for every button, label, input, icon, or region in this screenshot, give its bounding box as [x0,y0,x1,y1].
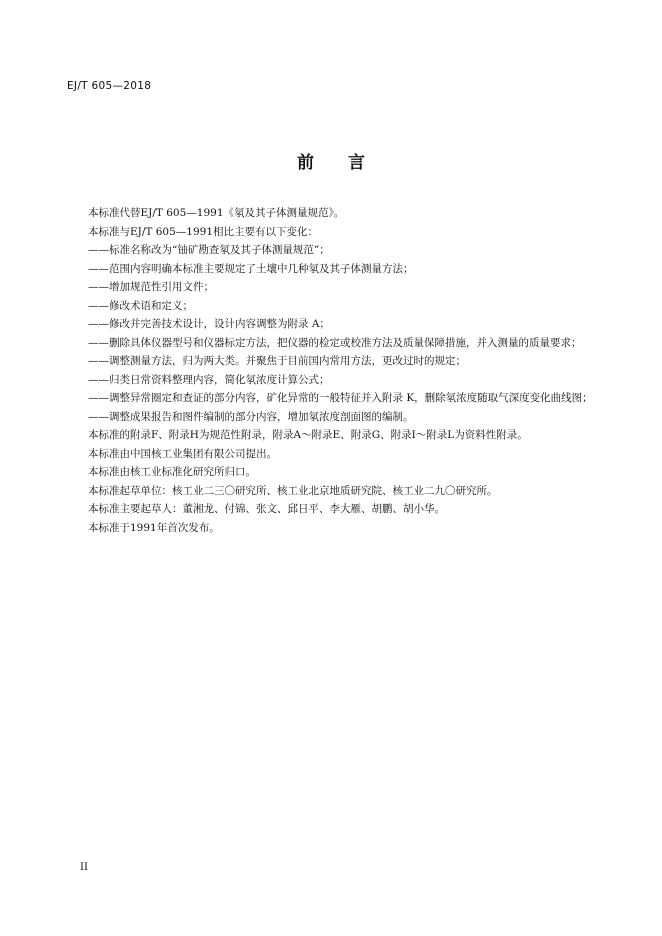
paragraph-centralized-by: 本标准由核工业标准化研究所归口。 [88,466,256,478]
change-item: ——删除具体仪器型号和仪器标定方法，把仪器的检定或校准方法及质量保障措施，并入测量的质量要求； [88,336,582,349]
paragraph-proposed-by: 本标准由中国核工业集团有限公司提出。 [88,447,277,460]
paragraph-appendices: 本标准的附录F、附录H为规范性附录，附录A～附录E、附录G、附录I～附录L为资料性附录。 [88,429,528,441]
change-item: ——调整测量方法，归为两大类。并聚焦于目前国内常用方法，更改过时的规定； [88,355,466,367]
paragraph-replaces: 本标准代替EJ/T 605—1991《氡及其子体测量规范》。 [88,207,345,219]
change-item: ——修改并完善技术设计，设计内容调整为附录 A； [88,318,330,330]
paragraph-drafting-units: 本标准起草单位：核工业二三〇研究所、核工业北京地质研究院、核工业二九〇研究所。 [88,484,498,497]
change-item: ——范围内容明确本标准主要规定了土壤中几种氡及其子体测量方法； [88,262,414,275]
page-number: II [80,862,88,873]
paragraph-drafters: 本标准主要起草人：董湘龙、付锦、张文、邱日平、李大雁、胡鹏、胡小华。 [88,503,445,515]
change-item: ——归类日常资料整理内容，简化氡浓度计算公式； [88,373,330,386]
change-item: ——标准名称改为“铀矿勘查氡及其子体测量规范”； [88,244,330,256]
paragraph-first-issued: 本标准于1991年首次发布。 [88,521,220,534]
standard-code-header: EJ/T 605—2018 [67,80,152,92]
change-item: ——调整成果报告和图件编制的部分内容，增加氡浓度剖面图的编制。 [88,410,414,423]
change-item: ——增加规范性引用文件； [88,281,214,293]
change-item: ——调整异常圈定和查证的部分内容，矿化异常的一般特征并入附录 K，删除氡浓度随取气深度变化曲线图； [88,392,593,404]
page-title: 前 言 [297,153,379,173]
paragraph-changes-intro: 本标准与EJ/T 605—1991相比主要有以下变化： [88,225,319,238]
foreword-body [88,204,598,537]
change-item: ——修改术语和定义； [88,299,193,312]
